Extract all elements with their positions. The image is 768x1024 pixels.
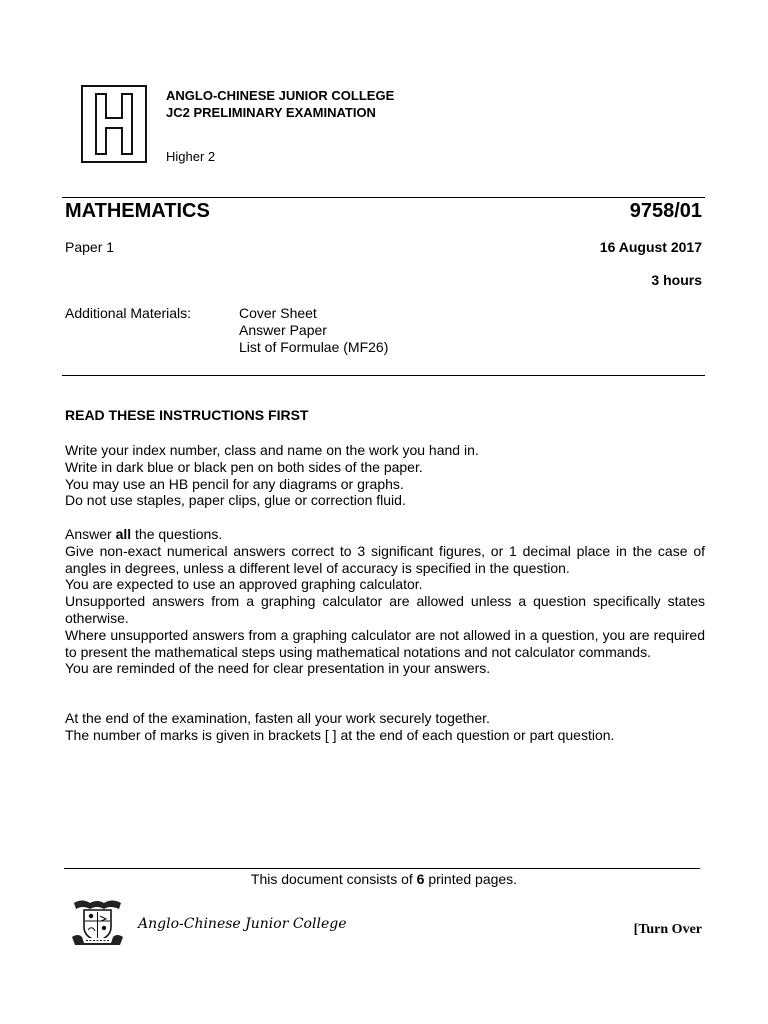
instructions-block-general bbox=[65, 442, 705, 509]
college-name: ANGLO-CHINESE JUNIOR COLLEGE bbox=[166, 88, 395, 103]
instruction-line: Write your index number, class and name on the work you hand in. bbox=[65, 442, 479, 458]
answer-suffix: the questions. bbox=[131, 526, 223, 542]
instructions-block-end bbox=[65, 710, 705, 744]
instruction-line: Give non-exact numerical answers correct to 3 significant figures, or 1 decimal place in the case of angles in degrees, unless a different level of accuracy is specified in the question. bbox=[65, 542, 705, 576]
instruction-line: At the end of the examination, fasten all your work securely together. bbox=[65, 710, 490, 726]
material-item: Answer Paper bbox=[239, 322, 327, 338]
college-script-name: Anglo-Chinese Junior College bbox=[138, 916, 347, 932]
instruction-line: The number of marks is given in brackets [ ] at the end of each question or part question. bbox=[65, 726, 615, 743]
instructions-block-answering bbox=[65, 526, 705, 677]
turn-over-label: [Turn Over bbox=[633, 922, 702, 937]
paper-number: Paper 1 bbox=[65, 239, 115, 255]
answer-emphasis: all bbox=[115, 526, 132, 542]
paper-code: 9758/01 bbox=[629, 200, 702, 222]
material-item: List of Formulae (MF26) bbox=[239, 339, 389, 355]
exam-level: Higher 2 bbox=[166, 149, 216, 164]
exam-duration: 3 hours bbox=[651, 272, 702, 288]
subject-title: MATHEMATICS bbox=[65, 200, 210, 222]
instruction-line: Where unsupported answers from a graphing calculator are not allowed in a question, you are required to present the mathematical steps using mathematical notations and not calculator commands. bbox=[65, 626, 705, 660]
answer-prefix: Answer bbox=[65, 526, 116, 542]
level-logo-box bbox=[81, 85, 147, 163]
instruction-line: You are expected to use an approved graphing calculator. bbox=[65, 576, 423, 593]
h-letter-icon bbox=[83, 87, 145, 161]
materials-list bbox=[239, 305, 388, 356]
instruction-line: Write in dark blue or black pen on both sides of the paper. bbox=[65, 458, 423, 475]
instruction-line: Unsupported answers from a graphing calculator are allowed unless a question specifically states otherwise. bbox=[65, 593, 705, 626]
instruction-line: Do not use staples, paper clips, glue or correction fluid. bbox=[65, 492, 406, 509]
instruction-line-answer-all bbox=[65, 526, 705, 543]
college-crest-icon bbox=[70, 897, 125, 947]
instruction-line: You may use an HB pencil for any diagrams or graphs. bbox=[65, 475, 404, 492]
middle-divider bbox=[62, 375, 705, 376]
instructions-heading: READ THESE INSTRUCTIONS FIRST bbox=[65, 407, 309, 423]
exam-name: JC2 PRELIMINARY EXAMINATION bbox=[166, 105, 376, 120]
footer-divider bbox=[64, 868, 700, 869]
page-count-note: This document consists of 6 printed pages. bbox=[250, 871, 518, 887]
materials-label: Additional Materials: bbox=[65, 305, 192, 321]
instruction-line: You are reminded of the need for clear presentation in your answers. bbox=[65, 660, 491, 677]
exam-date: 16 August 2017 bbox=[599, 239, 702, 255]
page-count: 6 bbox=[416, 871, 425, 887]
material-item: Cover Sheet bbox=[239, 305, 317, 321]
